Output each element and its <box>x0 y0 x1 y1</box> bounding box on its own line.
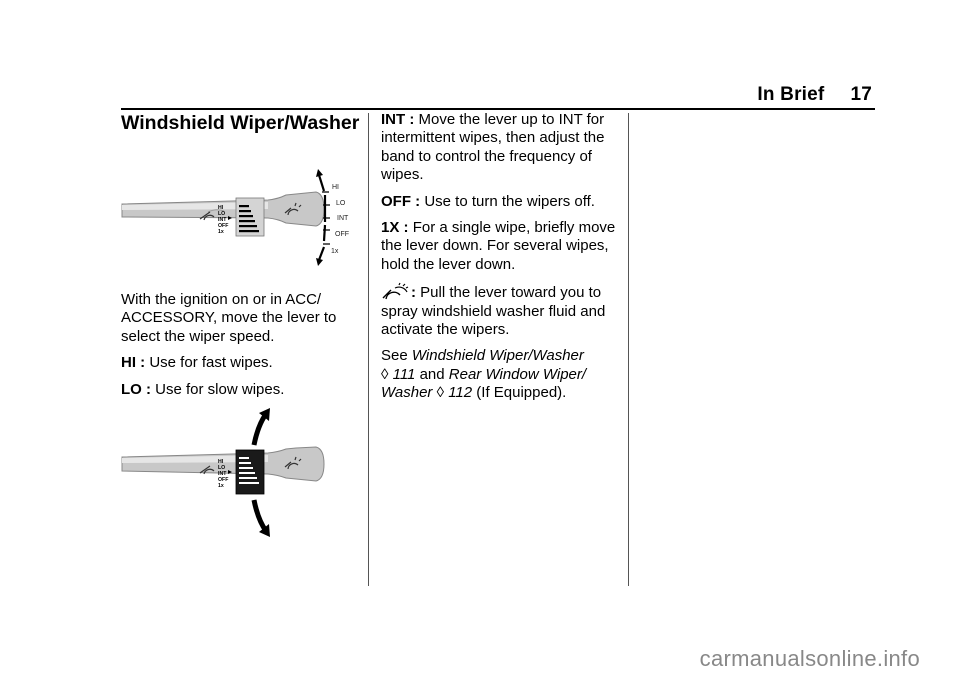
hi-label: HI : <box>121 354 146 372</box>
left-column-text <box>121 291 356 407</box>
rotate-up-arrow-icon <box>254 414 266 445</box>
lo-label: LO : <box>121 380 151 398</box>
watermark: carmanualsonline.info <box>699 646 920 671</box>
int-item <box>381 111 621 185</box>
up-arrow-icon <box>316 169 323 177</box>
hi-item <box>121 354 356 372</box>
ref1-link[interactable]: Windshield Wiper/Washer <box>411 347 584 365</box>
see-word: See <box>381 347 408 365</box>
section-heading: Windshield Wiper/Washer <box>121 112 360 134</box>
int-text: Move the lever up to INT for intermittent wipes, then adjust the band to control the frequency of wipes. <box>381 111 605 184</box>
and-word: and <box>419 365 445 383</box>
hi-text: Use for fast wipes. <box>149 354 273 372</box>
switch-label-hi: HI <box>218 459 224 465</box>
scale-label-int: INT <box>337 215 349 222</box>
equipped-note: (If Equipped). <box>476 384 567 402</box>
section-title: In Brief <box>757 84 825 105</box>
washer-label: : <box>411 284 416 302</box>
switch-label-lo: LO <box>218 211 226 217</box>
washer-text: Pull the lever toward you to spray windshield washer fluid and activate the wipers. <box>381 284 606 339</box>
page-number: 17 <box>850 84 872 105</box>
switch-label-1x: 1x <box>218 229 224 235</box>
column-divider-right <box>628 113 629 586</box>
ref2-page[interactable]: 112 <box>448 384 473 402</box>
running-header <box>757 84 872 106</box>
scale-label-off: OFF <box>335 231 349 238</box>
scale-label-hi: HI <box>332 184 339 191</box>
lo-text: Use for slow wipes. <box>155 380 285 398</box>
right-column-text <box>381 111 621 411</box>
switch-label-off: OFF <box>218 223 229 229</box>
off-text: Use to turn the wipers off. <box>424 192 595 210</box>
onex-text: For a single wipe, briefly move the lever down. For several wipes, hold the lever down. <box>381 219 616 273</box>
washer-item <box>381 282 621 339</box>
switch-label-int: INT <box>218 217 227 223</box>
switch-label-1x: 1x <box>218 483 224 489</box>
switch-label-hi: HI <box>218 205 224 211</box>
ref1-page[interactable]: 111 <box>392 365 416 383</box>
column-divider-left <box>368 113 369 586</box>
int-label: INT : <box>381 111 415 128</box>
wiper-lever-illustration <box>118 165 358 270</box>
wiper-band-illustration <box>118 405 358 540</box>
off-item <box>381 193 621 211</box>
off-label: OFF : <box>381 192 421 210</box>
onex-item <box>381 219 621 274</box>
onex-label: 1X : <box>381 219 409 237</box>
lo-item <box>121 381 356 399</box>
washer-symbol-icon <box>381 282 411 300</box>
ref-symbol: ◊ <box>381 365 389 383</box>
header-rule <box>121 108 875 110</box>
switch-label-int: INT <box>218 471 227 477</box>
ref-symbol: ◊ <box>436 384 445 402</box>
intro-paragraph: With the ignition on or in ACC/ ACCESSORY, move the lever to select the wiper speed. <box>121 291 337 345</box>
ref2-link[interactable]: Rear Window Wiper/ Washer <box>381 365 587 402</box>
rotate-down-arrow-icon <box>254 500 266 531</box>
scale-label-1x: 1x <box>331 248 339 255</box>
scale-label-lo: LO <box>336 200 346 207</box>
switch-label-lo: LO <box>218 465 226 471</box>
see-also <box>381 347 621 402</box>
switch-label-off: OFF <box>218 477 229 483</box>
down-arrow-icon <box>316 258 323 266</box>
